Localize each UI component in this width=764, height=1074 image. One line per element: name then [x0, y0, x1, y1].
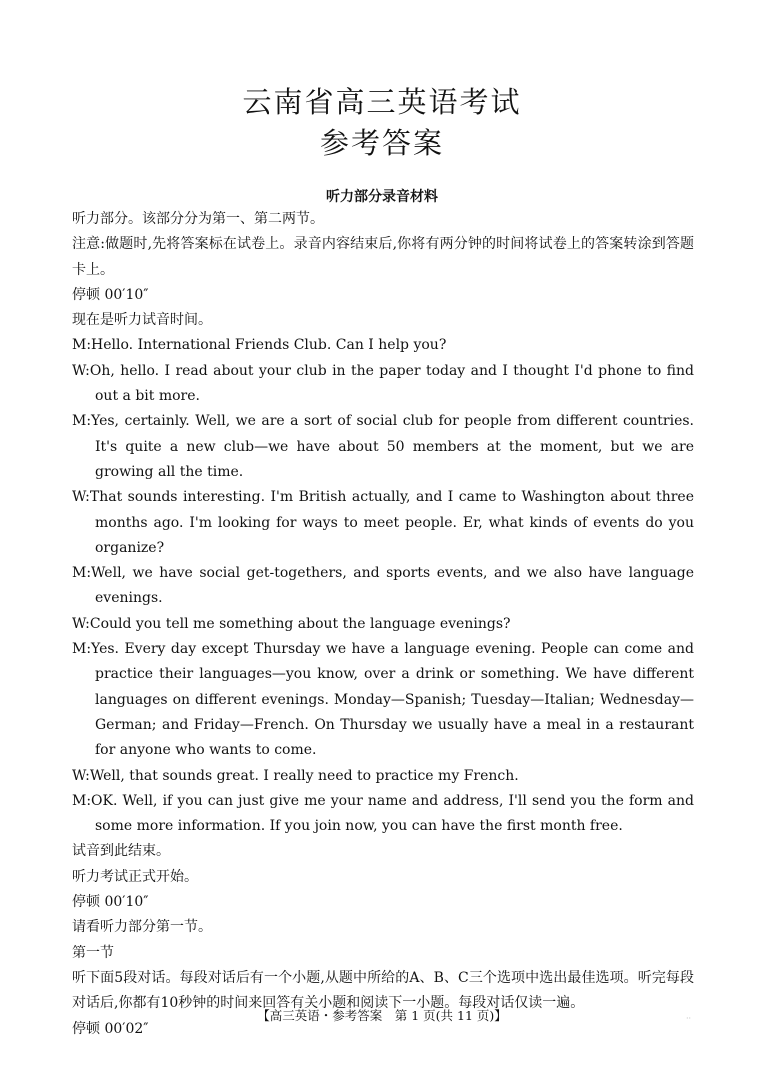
- dialogue-line: M:Hello. International Friends Club. Can I help you?: [72, 337, 447, 354]
- paragraph: 试音到此结束。: [72, 843, 170, 860]
- dialogue-line: W:Well, that sounds great. I really need to practice my French.: [72, 767, 519, 784]
- page-footer: 【高三英语・参考答案 第 1 页(共 11 页)】: [257, 1008, 507, 1023]
- paragraph: 听下面5段对话。每段对话后有一个小题,从题中所给的A、B、C三个选项中选出最佳选项。听完每段对话后,你都有10秒钟的时间来回答有关小题和阅读下一小题。每段对话仅读一遍。: [72, 969, 694, 1012]
- paragraph: 现在是听力试音时间。: [72, 312, 212, 329]
- section-heading: 听力部分录音材料: [326, 189, 438, 205]
- paragraph: 听力部分。该部分分为第一、第二两节。: [72, 211, 324, 227]
- paragraph: 第一节: [72, 944, 114, 961]
- dialogue-line: M:Well, we have social get-togethers, and sports events, and we also have language evenings.: [72, 565, 694, 607]
- paragraph: 注意:做题时,先将答案标在试卷上。录音内容结束后,你将有两分钟的时间将试卷上的答案转涂到答题卡上。: [72, 236, 694, 278]
- paragraph: 停顿 00′10″: [72, 286, 149, 303]
- paragraph: 停顿 00′10″: [72, 894, 149, 911]
- dialogue-line: M:Yes. Every day except Thursday we have a language evening. People can come and practice their languages—you know, over a drink or something. We have different languages on different evenings. Monday—Spanish; Tuesday—Italian; Wednesday—German; and Friday—French. On Thursday we usually have a meal in a restaurant for anyone who wants to come.: [72, 641, 694, 759]
- dialogue-line: W:Could you tell me something about the language evenings?: [72, 615, 511, 632]
- dialogue-line: W:That sounds interesting. I'm British actually, and I came to Washington about three months ago. I'm looking for ways to meet people. Er, what kinds of events do you organize?: [72, 489, 694, 556]
- document-title: 云南省高三英语考试: [242, 85, 522, 119]
- scan-dot-mark: ··: [686, 1014, 692, 1023]
- dialogue-line: W:Oh, hello. I read about your club in the paper today and I thought I'd phone to find out a bit more.: [72, 362, 694, 405]
- paragraph: 停顿 00′02″: [72, 1020, 149, 1037]
- transcript-body: [72, 207, 694, 1042]
- paragraph: 请看听力部分第一节。: [72, 919, 212, 936]
- paragraph: 听力考试正式开始。: [72, 868, 198, 885]
- dialogue-line: M:OK. Well, if you can just give me your name and address, I'll send you the form and some more information. If you join now, you can have the first month free.: [72, 792, 694, 835]
- dialogue-line: M:Yes, certainly. Well, we are a sort of social club for people from different countries. It's quite a new club—we have about 50 members at the moment, but we are growing all the time.: [72, 413, 694, 480]
- document-subtitle: 参考答案: [319, 126, 444, 160]
